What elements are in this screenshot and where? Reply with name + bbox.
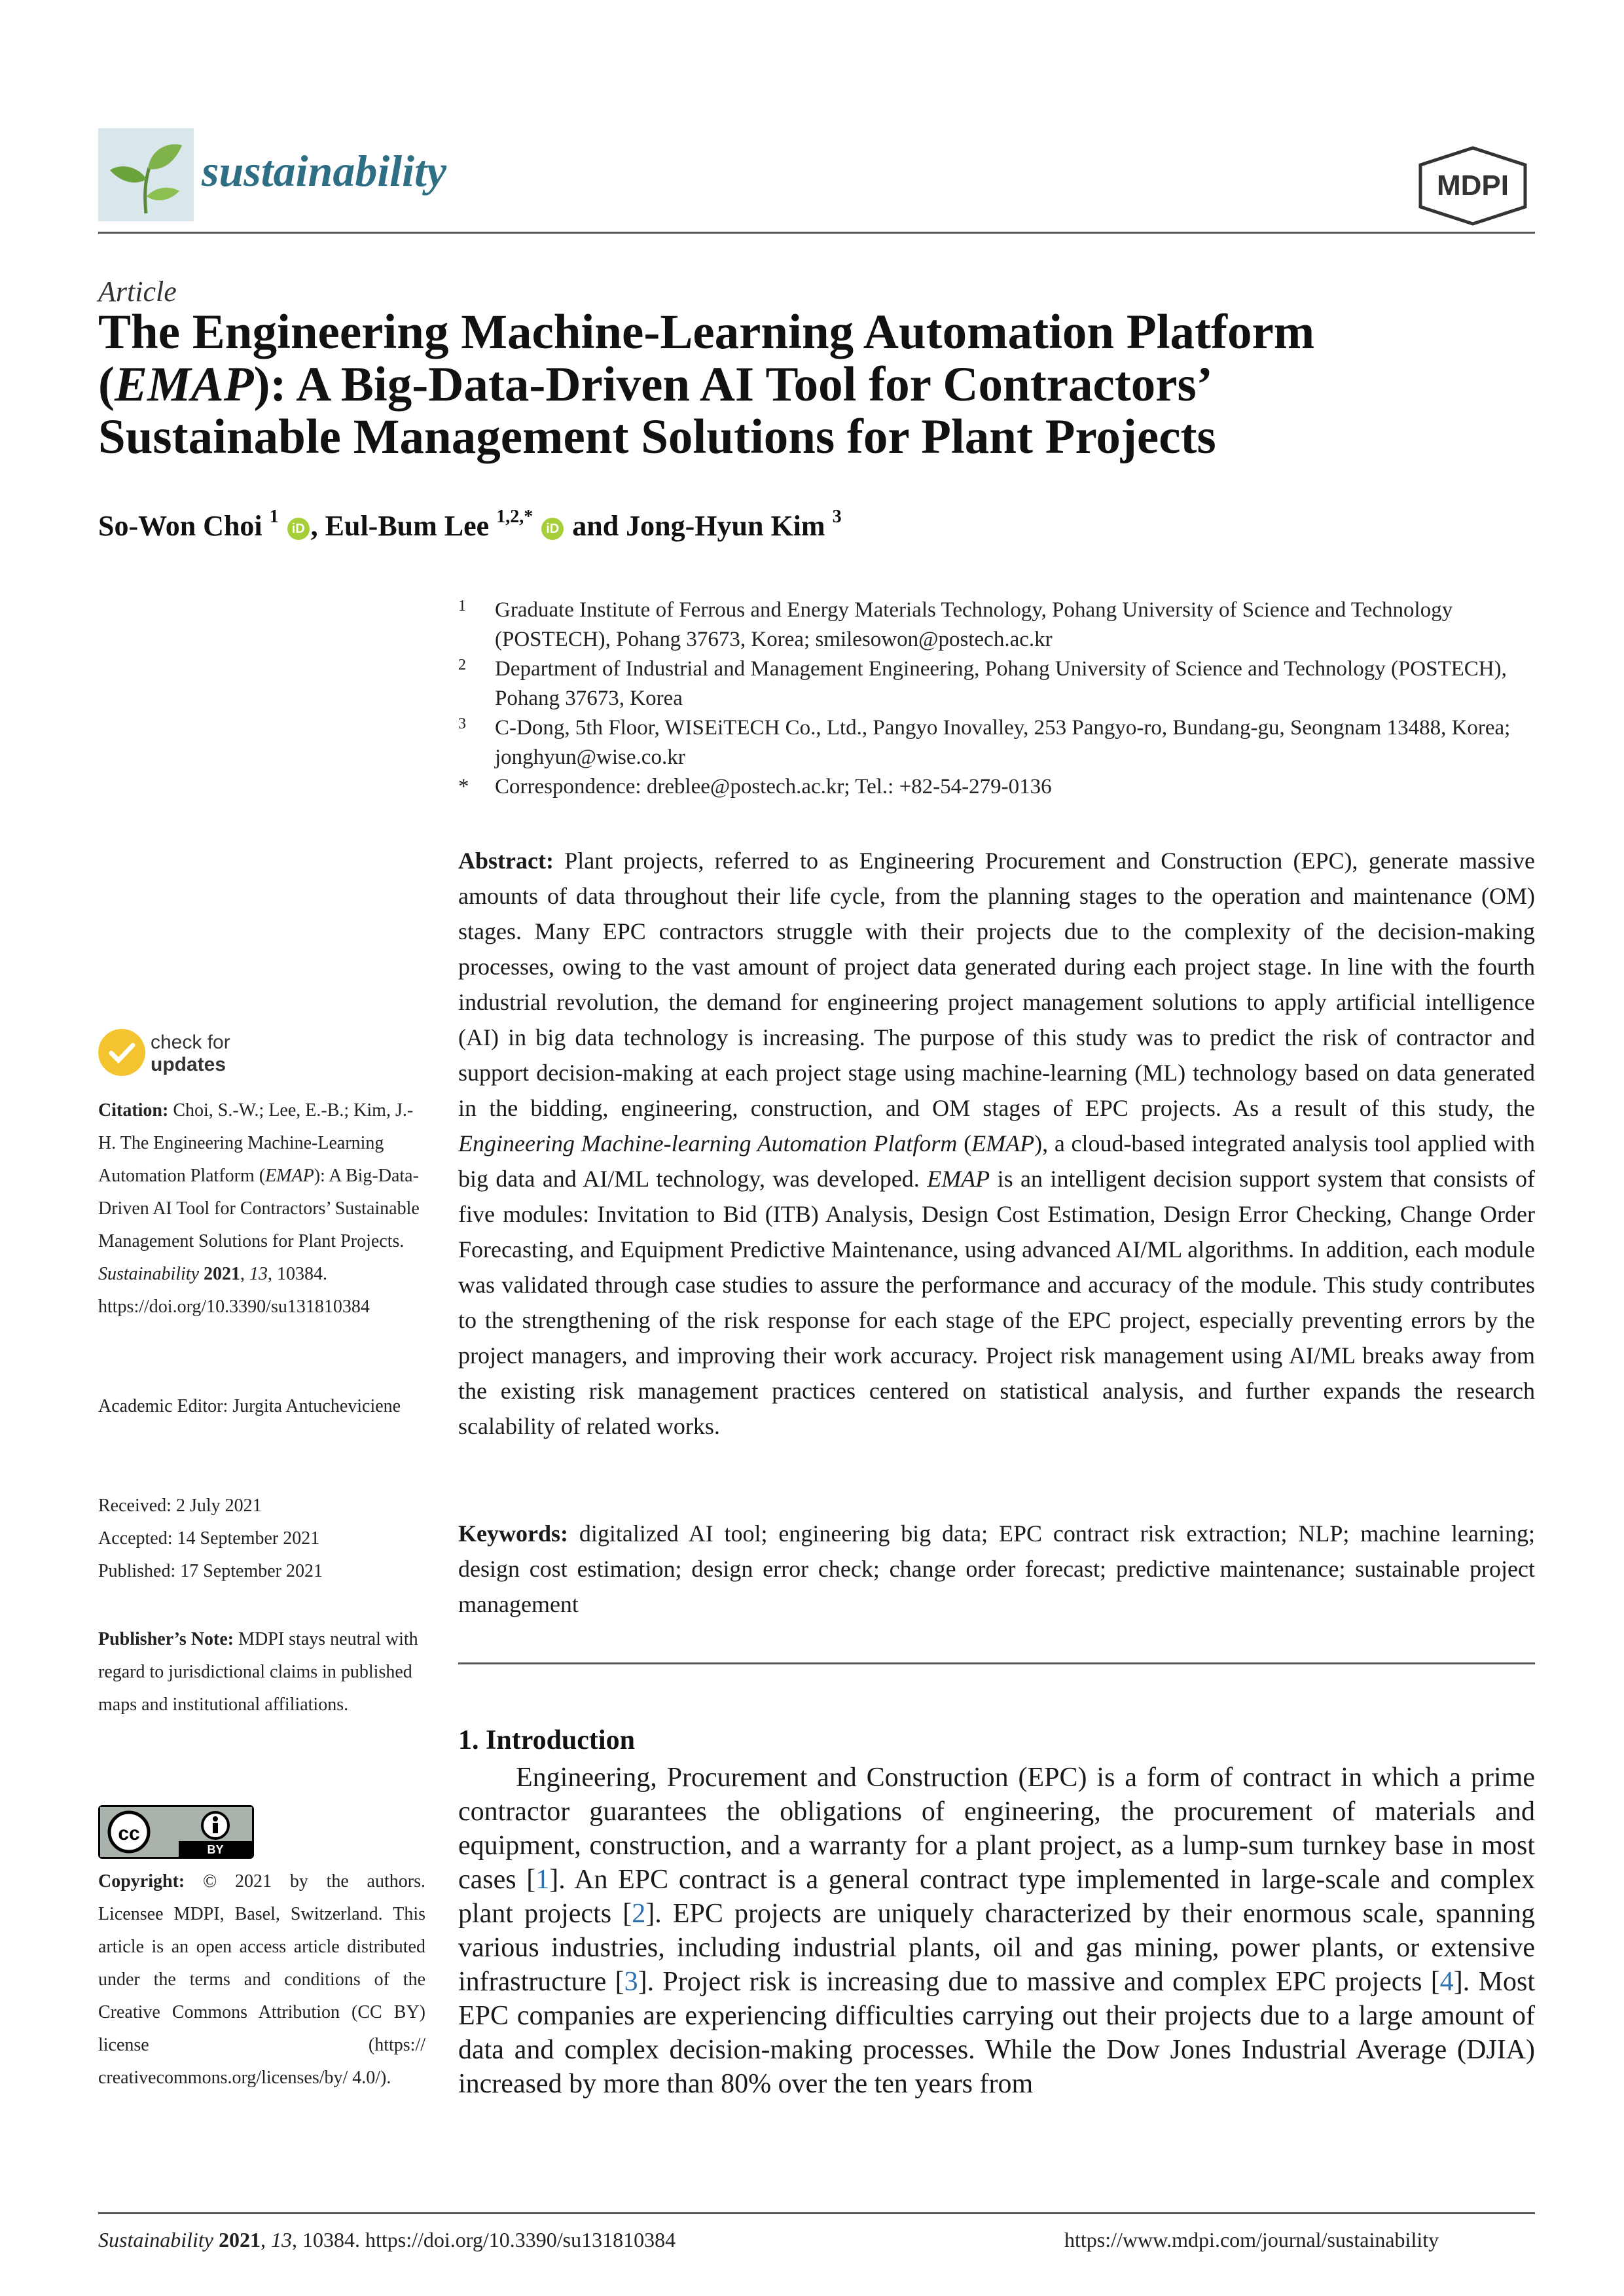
affiliation-mark: 1 bbox=[458, 598, 466, 615]
article-type: Article bbox=[98, 276, 177, 308]
citation-part: , bbox=[240, 1264, 249, 1284]
affiliation-text: Department of Industrial and Management Engineering, Pohang University of Science and Technology (POSTECH), Pohang 37673, Korea bbox=[495, 657, 1507, 710]
header-divider bbox=[98, 232, 1535, 234]
citation-link[interactable]: 2 bbox=[632, 1899, 646, 1929]
section-heading-introduction: 1. Introduction bbox=[458, 1725, 635, 1755]
title-line-1: The Engineering Machine-Learning Automation Platform bbox=[98, 305, 1315, 359]
title-line-2-rest: ): A Big-Data-Driven AI Tool for Contractors’ bbox=[253, 357, 1213, 412]
publisher-note-body: MDPI stays neutral with regard to jurisdictional claims in published maps and institutional affiliations. bbox=[98, 1629, 418, 1715]
affiliation-text: Graduate Institute of Ferrous and Energy Materials Technology, Pohang University of Science and Technology (POSTECH), Pohang 37673, Korea; smilesowon@postech.ac.kr bbox=[495, 598, 1453, 651]
citation-link[interactable]: 1 bbox=[535, 1865, 550, 1895]
citation-label: Citation: bbox=[98, 1100, 169, 1121]
svg-text:cc: cc bbox=[118, 1823, 140, 1844]
intro-text: Engineering, Procurement and Construction (EPC) is a form of contract in which a prime contractor guarantees the obligations of engineering, the procurement of materials and equipment, construction, and a warranty for a plant project, as a lump-sum turnkey base in most cases [ bbox=[458, 1763, 1535, 1895]
footer-sep: , bbox=[261, 2228, 271, 2251]
affiliation-item bbox=[458, 655, 1538, 713]
journal-logo bbox=[98, 128, 194, 221]
title-line-2 bbox=[98, 359, 1535, 411]
citation-link[interactable]: 3 bbox=[624, 1967, 638, 1997]
article-title bbox=[98, 306, 1535, 463]
keywords-list: digitalized AI tool; engineering big data; EPC contract risk extraction; NLP; machine learning; design cost estimation; design error check; change order forecast; predictive maintenance; sustainable project management bbox=[458, 1520, 1535, 1617]
keywords-text bbox=[458, 1516, 1535, 1622]
citation-part: Choi, S.-W.; Lee, E.-B.; Kim, J.-H. The Engineering Machine-Learning Automation Platform ( bbox=[98, 1100, 414, 1186]
author-name: So-Won Choi bbox=[98, 510, 262, 542]
check-label-line-1: check for bbox=[151, 1031, 230, 1053]
citation-part: ): A Big-Data-Driven AI Tool for Contractors’ Sustainable Management Solutions for Plant Projects. bbox=[98, 1166, 420, 1251]
author-affil-mark: 3 bbox=[832, 507, 842, 527]
abstract-label: Abstract: bbox=[458, 848, 554, 874]
dates-block bbox=[98, 1490, 425, 1588]
footer-citation bbox=[98, 2228, 676, 2252]
footer-doi[interactable]: , 10384. https://doi.org/10.3390/su131810384 bbox=[292, 2228, 676, 2251]
abstract-emph: Engineering Machine-learning Automation Platform bbox=[458, 1130, 958, 1157]
affiliation-mark: 3 bbox=[458, 715, 466, 732]
footer-journal: Sustainability bbox=[98, 2228, 213, 2251]
author-name: Eul-Bum Lee bbox=[325, 510, 490, 542]
citation-volume: 13 bbox=[249, 1264, 268, 1284]
citation-journal: Sustainability bbox=[98, 1264, 199, 1284]
publisher-note-text bbox=[98, 1623, 425, 1721]
affiliation-item bbox=[458, 596, 1538, 655]
copyright-text bbox=[98, 1865, 425, 2094]
keywords bbox=[458, 1516, 1535, 1622]
abstract-part: Plant projects, referred to as Engineering Procurement and Construction (EPC), generate massive amounts of data throughout their life cycle, from the planning stages to the operation and maintenance (OM) stages. Many EPC contractors struggle with their projects due to the complexity of the decision-making processes, owing to the vast amount of project data generated during each project stage. In line with the fourth industrial revolution, the demand for engineering project management solutions to apply artificial intelligence (AI) in big data technology is increasing. The purpose of this study was to predict the risk of contractor and support decision-making at each project stage using machine-learning (ML) technology based on data generated in the bidding, engineering, construction, and OM stages of EPC projects. As a result of this study, the bbox=[458, 848, 1535, 1121]
cc-by-license-badge[interactable] bbox=[98, 1805, 254, 1859]
abstract-part: ), a cloud-based integrated analysis tool applied with big data and AI/ML technology, was developed. bbox=[458, 1130, 1535, 1192]
copyright-block bbox=[98, 1865, 425, 2094]
received-date: Received: 2 July 2021 bbox=[98, 1496, 262, 1516]
correspondence bbox=[458, 772, 1538, 802]
intro-text: ]. Project risk is increasing due to massive and complex EPC projects [ bbox=[638, 1967, 1440, 1997]
affiliation-item bbox=[458, 713, 1538, 772]
copyright-label: Copyright: bbox=[98, 1871, 185, 1892]
academic-editor: Academic Editor: Jurgita Antucheviciene bbox=[98, 1396, 401, 1416]
copyright-body: © 2021 by the authors. Licensee MDPI, Basel, Switzerland. This article is an open access article distributed under the terms and conditions of the Creative Commons Attribution (CC BY) license (https:// creativecommons.org/licenses/by/ 4.0/). bbox=[98, 1871, 425, 2088]
check-label-line-2 bbox=[151, 1054, 230, 1076]
accepted-date: Accepted: 14 September 2021 bbox=[98, 1528, 320, 1549]
abstract-emph: EMAP bbox=[971, 1130, 1035, 1157]
footer-journal-url[interactable]: https://www.mdpi.com/journal/sustainability bbox=[1064, 2228, 1439, 2251]
footer-year: 2021 bbox=[213, 2228, 261, 2251]
citation-text bbox=[98, 1094, 425, 1323]
intro-text: ]. EPC projects are uniquely characterized by their enormous scale, spanning various industries, including industrial plants, oil and gas mining, power plants, or extensive infrastructure [ bbox=[458, 1899, 1536, 1997]
publisher-note-label: Publisher’s Note: bbox=[98, 1629, 234, 1649]
citation-year: 2021 bbox=[199, 1264, 240, 1284]
affiliation-mark: 2 bbox=[458, 656, 466, 673]
abstract bbox=[458, 843, 1535, 1444]
abstract-part: is an intelligent decision support system that consists of five modules: Invitation to Bid (ITB) Analysis, Design Cost Estimation, Design Error Checking, Change Order Forecasting, and Equipment Predictive Maintenance, using advanced AI/ML algorithms. In addition, each module was validated through case studies to assure the performance and accuracy of the module. This study contributes to the strengthening of the risk response for each stage of the EPC project, especially preventing errors by the project managers, and improving their work accuracy. Project risk management using AI/ML breaks away from the existing risk management practices centered on statistical analysis, and further expands the research scalability of related works. bbox=[458, 1166, 1535, 1439]
affiliations bbox=[458, 596, 1538, 802]
intro-text: ]. An EPC contract is a general contract type implemented in large-scale and complex plant projects [ bbox=[458, 1865, 1535, 1929]
author-affil-mark: 1 bbox=[269, 507, 279, 527]
orcid-icon[interactable]: iD bbox=[541, 518, 564, 540]
abstract-text bbox=[458, 843, 1535, 1444]
author-name: Jong-Hyun Kim bbox=[626, 510, 825, 542]
title-paren: ( bbox=[98, 357, 115, 412]
citation-emph: EMAP bbox=[265, 1166, 314, 1186]
orcid-icon[interactable]: iD bbox=[287, 518, 310, 540]
svg-text:BY: BY bbox=[207, 1843, 224, 1856]
keywords-label: Keywords: bbox=[458, 1520, 568, 1547]
publisher-note bbox=[98, 1623, 425, 1721]
intro-text: ]. Most EPC companies are experiencing difficulties carrying out their projects due to a large amount of data and complex decision-making processes. While the Dow Jones Industrial Average (DJIA) increased by more than 80% over the ten years from bbox=[458, 1967, 1535, 2099]
mdpi-logo[interactable] bbox=[1415, 145, 1530, 226]
citation-link[interactable]: 4 bbox=[1439, 1967, 1454, 1997]
footer-divider bbox=[98, 2212, 1535, 2214]
title-emap: EMAP bbox=[114, 357, 254, 412]
correspondence-mark: * bbox=[458, 775, 469, 798]
journal-name[interactable]: sustainability bbox=[202, 146, 447, 196]
author-separator: and bbox=[572, 510, 626, 542]
check-label-bold: updates bbox=[151, 1054, 226, 1075]
author-separator: , bbox=[310, 510, 325, 542]
abstract-part: ( bbox=[957, 1130, 972, 1157]
author-affil-mark: 1,2,* bbox=[496, 507, 533, 527]
title-line-3: Sustainable Management Solutions for Plant Projects bbox=[98, 410, 1216, 464]
affiliation-text: C-Dong, 5th Floor, WISEiTECH Co., Ltd., Pangyo Inovalley, 253 Pangyo-ro, Bundang-gu, Seongnam 13488, Korea; jonghyun@wise.co.kr bbox=[495, 716, 1511, 769]
published-date: Published: 17 September 2021 bbox=[98, 1561, 323, 1581]
correspondence-text: Correspondence: dreblee@postech.ac.kr; Tel.: +82-54-279-0136 bbox=[495, 775, 1052, 798]
citation-doi[interactable]: , 10384. https://doi.org/10.3390/su131810384 bbox=[98, 1264, 370, 1317]
footer-volume: 13 bbox=[271, 2228, 292, 2251]
svg-text:MDPI: MDPI bbox=[1437, 170, 1509, 202]
check-circle-icon bbox=[98, 1029, 145, 1076]
section-divider bbox=[458, 1662, 1535, 1664]
check-for-updates-label bbox=[151, 1031, 230, 1076]
citation-block bbox=[98, 1094, 425, 1323]
author-list bbox=[98, 509, 842, 543]
introduction-body bbox=[458, 1761, 1535, 2101]
abstract-emph: EMAP bbox=[927, 1166, 990, 1192]
intro-paragraph bbox=[458, 1761, 1535, 2101]
